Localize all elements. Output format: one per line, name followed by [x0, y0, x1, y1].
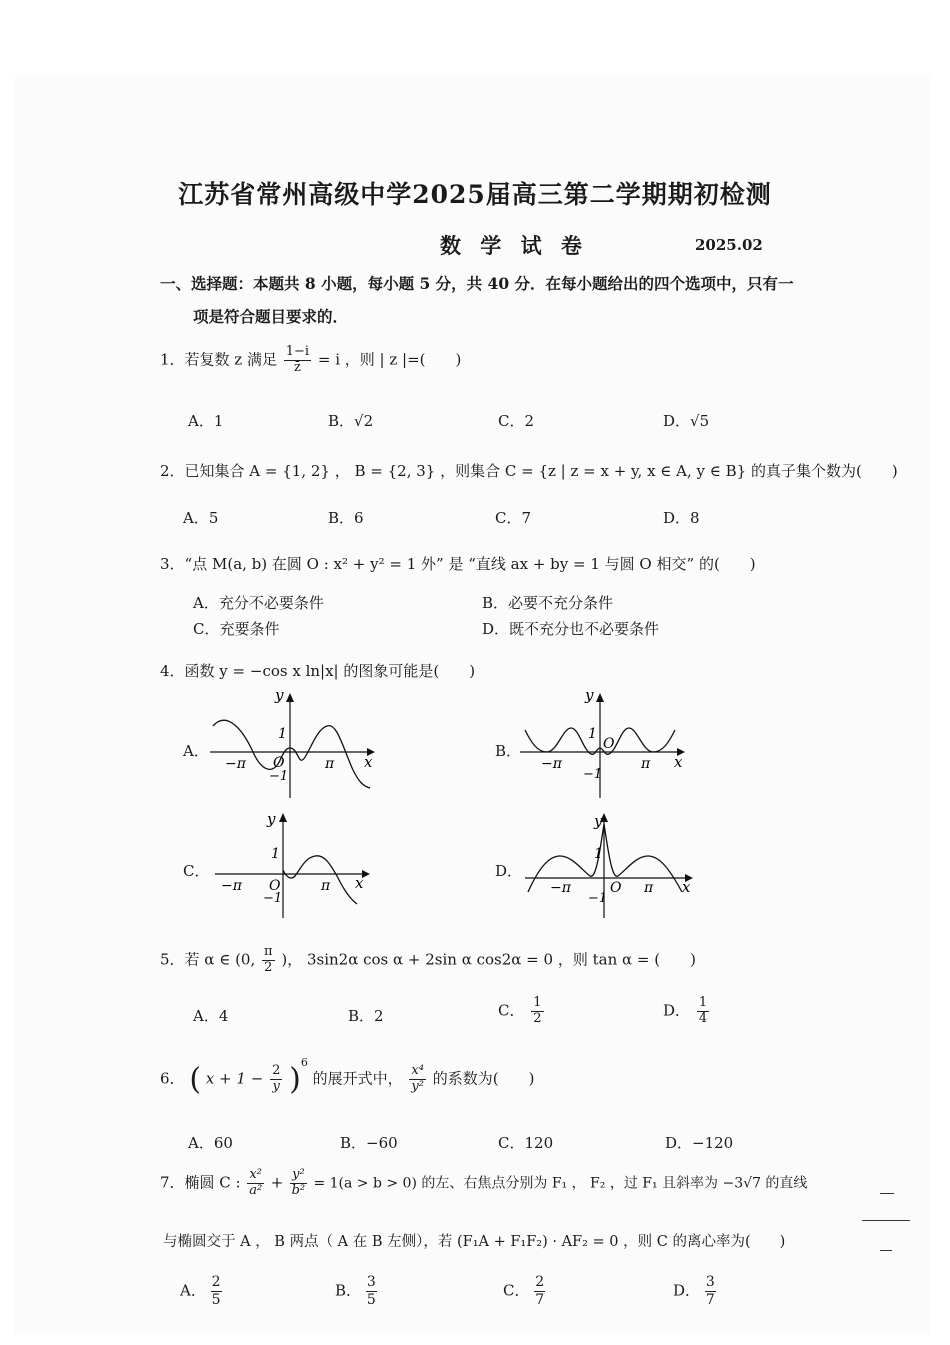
q6-term — [409, 1064, 426, 1095]
q6-power: 6 — [300, 1055, 308, 1069]
q7-option-b-frac — [366, 1274, 377, 1309]
graph-d-y-label: y — [594, 812, 603, 830]
q7-option-d — [673, 1274, 716, 1309]
q5-c-num: 1 — [533, 995, 542, 1010]
q5-option-d-label: D． — [663, 1001, 691, 1020]
graph-d-neg-pi: −π — [550, 880, 571, 896]
exam-date: 2025.02 — [695, 236, 763, 254]
q1-frac-den: z̄ — [294, 359, 301, 375]
q5-post: )， 3sin2α cos α + 2sin α cos2α = 0 ，则 tan α = ( ) — [281, 950, 696, 969]
q6-pre: 6． — [160, 1069, 185, 1088]
q5-d-num: 1 — [698, 995, 708, 1010]
graph-c-x-label: x — [355, 874, 364, 892]
graph-a-y-arrow — [286, 693, 294, 702]
graph-a-pi: π — [325, 756, 335, 772]
q7-post: = 1(a > b > 0) 的左、右焦点分别为 F₁ ， F₂ ，过 F₁ 且斜率为 −3√7 的直线 — [313, 1175, 808, 1192]
q5-option-a: A．4 — [193, 1007, 229, 1025]
graph-b-neg-pi: −π — [541, 756, 562, 772]
question-1 — [160, 345, 461, 376]
graph-c-curve — [283, 856, 357, 904]
q6-mid: 的展开式中， — [312, 1069, 403, 1088]
q1-pre: 1．若复数 z 满足 — [160, 350, 277, 369]
graph-b-origin: O — [603, 736, 615, 752]
graph-d-origin: O — [610, 880, 622, 896]
q3-option-d: D．既不充分也不必要条件 — [482, 620, 660, 638]
graph-b-label: B． — [495, 742, 522, 760]
q3-option-b: B．必要不充分条件 — [482, 594, 614, 612]
q1-fraction — [284, 345, 311, 376]
q3-option-c: C．充要条件 — [193, 620, 280, 638]
q7-a-num: 2 — [211, 1274, 221, 1290]
q5-option-d — [663, 996, 711, 1027]
graph-c-neg-one: −1 — [263, 891, 283, 906]
graph-a — [205, 686, 380, 800]
q3-option-a: A．充分不必要条件 — [193, 594, 324, 612]
graph-d-neg-one: −1 — [588, 891, 608, 906]
q6-right-paren: ) — [289, 1062, 301, 1097]
margin-mark-2 — [862, 1220, 910, 1221]
q6-option-a: A．60 — [188, 1134, 233, 1152]
q2-option-c: C．7 — [495, 509, 532, 527]
margin-mark-3 — [880, 1250, 892, 1251]
question-7 — [160, 1168, 807, 1199]
q7-b-den: 5 — [366, 1291, 376, 1308]
q7-f1-num: x² — [249, 1167, 262, 1182]
q7-b-num: 3 — [366, 1274, 376, 1290]
graph-a-one: 1 — [278, 726, 287, 742]
q7-option-d-frac — [705, 1274, 716, 1309]
exam-paper — [15, 75, 930, 1335]
graph-a-neg-one: −1 — [269, 769, 289, 784]
q6-option-d: D．−120 — [665, 1134, 734, 1152]
margin-mark-1 — [880, 1193, 894, 1194]
q7-option-a-label: A． — [180, 1281, 206, 1300]
q5-pre: 5．若 α ∈ (0, — [160, 950, 256, 969]
q6-option-c: C．120 — [498, 1134, 554, 1152]
q7-d-den: 7 — [705, 1291, 715, 1308]
graph-b — [515, 686, 690, 800]
q7-f2-num: y² — [292, 1167, 305, 1182]
graph-c-one: 1 — [271, 846, 280, 862]
q7-option-c-frac — [534, 1274, 545, 1309]
graph-c-neg-pi: −π — [221, 878, 242, 894]
question-5 — [160, 945, 696, 976]
graph-c-origin: O — [269, 878, 281, 894]
q7-a-den: 5 — [211, 1291, 221, 1308]
exam-title: 江苏省常州高级中学2025届高三第二学期期初检测 — [178, 180, 772, 209]
q5-c-den: 2 — [533, 1010, 542, 1026]
question-3: 3．“点 M(a, b) 在圆 O : x² + y² = 1 外” 是 “直线 ax + by = 1 与圆 O 相交” 的( ) — [160, 555, 756, 573]
q7-frac-1 — [247, 1168, 264, 1199]
q7-option-b-label: B． — [335, 1281, 362, 1300]
graph-b-y-label: y — [585, 686, 594, 704]
graph-b-neg-one: −1 — [583, 767, 603, 782]
q7-plus: + — [270, 1173, 284, 1192]
q2-option-d: D．8 — [663, 509, 700, 527]
question-6 — [160, 1055, 535, 1097]
question-4: 4．函数 y = −cos x ln|x| 的图象可能是( ) — [160, 662, 476, 680]
graph-a-x-label: x — [364, 753, 373, 771]
graph-d-x-label: x — [682, 878, 691, 896]
q5-option-d-frac — [697, 996, 709, 1027]
graph-d-pi: π — [644, 880, 654, 896]
q7-option-c-label: C． — [503, 1281, 530, 1300]
q2-option-b: B．6 — [328, 509, 364, 527]
q1-frac-num: 1−i — [285, 344, 310, 359]
q7-c-den: 7 — [535, 1291, 545, 1308]
graph-d-label: D． — [495, 862, 523, 880]
q7-f2-den: b² — [291, 1182, 306, 1198]
q5-option-b: B．2 — [348, 1007, 384, 1025]
graph-b-one: 1 — [588, 726, 597, 742]
q6-frac-den: y — [272, 1079, 280, 1094]
q7-pre: 7．椭圆 C : — [160, 1173, 241, 1192]
q6-option-b: B．−60 — [340, 1134, 398, 1152]
q7-option-c — [503, 1274, 545, 1309]
graph-b-pi: π — [641, 756, 651, 772]
q7-option-b — [335, 1274, 377, 1309]
question-2: 2．已知集合 A = {1, 2} ， B = {2, 3} ，则集合 C = {z | z = x + y, x ∈ A, y ∈ B} 的真子集个数为( ) — [160, 462, 898, 480]
graph-c-y-arrow — [279, 813, 287, 822]
q1-option-d: D．√5 — [663, 412, 710, 430]
graph-c-y-label: y — [267, 810, 276, 828]
graph-b-y-arrow — [596, 693, 604, 702]
q6-post: 的系数为( ) — [432, 1069, 535, 1088]
q5-option-c-label: C． — [498, 1001, 525, 1020]
q5-option-c-frac — [531, 996, 543, 1027]
q7-option-a — [180, 1274, 222, 1309]
q5-fraction — [262, 945, 275, 976]
q1-option-c: C．2 — [498, 412, 535, 430]
exam-subtitle: 数 学 试 卷 — [440, 233, 588, 258]
q6-frac-num: 2 — [272, 1063, 281, 1079]
graph-d — [520, 810, 700, 920]
q6-term-num: x⁴ — [411, 1063, 424, 1079]
q6-fraction — [270, 1064, 282, 1095]
graph-a-origin: O — [273, 755, 285, 771]
section-heading-line2: 项是符合题目要求的． — [193, 307, 349, 326]
q7-c-num: 2 — [535, 1274, 545, 1290]
graph-c-pi: π — [321, 878, 331, 894]
q7-frac-2 — [290, 1168, 307, 1199]
q6-term-den: y² — [411, 1079, 424, 1094]
q5-option-c — [498, 996, 546, 1027]
q6-expr: x + 1 − — [205, 1069, 264, 1088]
graph-c — [205, 810, 380, 920]
q1-option-a: A．1 — [188, 412, 224, 430]
q7-d-num: 3 — [705, 1274, 715, 1290]
graph-d-one: 1 — [594, 846, 603, 862]
q5-d-den: 4 — [698, 1010, 708, 1026]
graph-c-label: C． — [183, 862, 210, 880]
section-heading-line1: 一、选择题：本题共 8 小题，每小题 5 分，共 40 分．在每小题给出的四个选项中，只有一 — [160, 274, 794, 293]
graph-a-neg-pi: −π — [225, 756, 246, 772]
q1-option-b: B．√2 — [328, 412, 374, 430]
graph-a-label: A． — [183, 742, 209, 760]
q1-post: = i ，则 | z |=( ) — [317, 350, 462, 369]
q2-option-a: A．5 — [183, 509, 219, 527]
q6-left-paren: ( — [189, 1062, 202, 1097]
q7-option-d-label: D． — [673, 1281, 701, 1300]
graph-a-curve — [213, 720, 370, 788]
question-7-line2: 与椭圆交于 A ， B 两点（ A 在 B 左侧），若 (F₁A + F₁F₂) · AF₂ = 0 ，则 C 的离心率为( ) — [163, 1234, 786, 1250]
graph-b-x-label: x — [674, 753, 683, 771]
q7-option-a-frac — [211, 1274, 222, 1309]
q5-frac-num: π — [264, 944, 273, 959]
q7-f1-den: a² — [249, 1182, 263, 1198]
q5-frac-den: 2 — [264, 959, 273, 975]
graph-a-y-label: y — [275, 686, 284, 704]
